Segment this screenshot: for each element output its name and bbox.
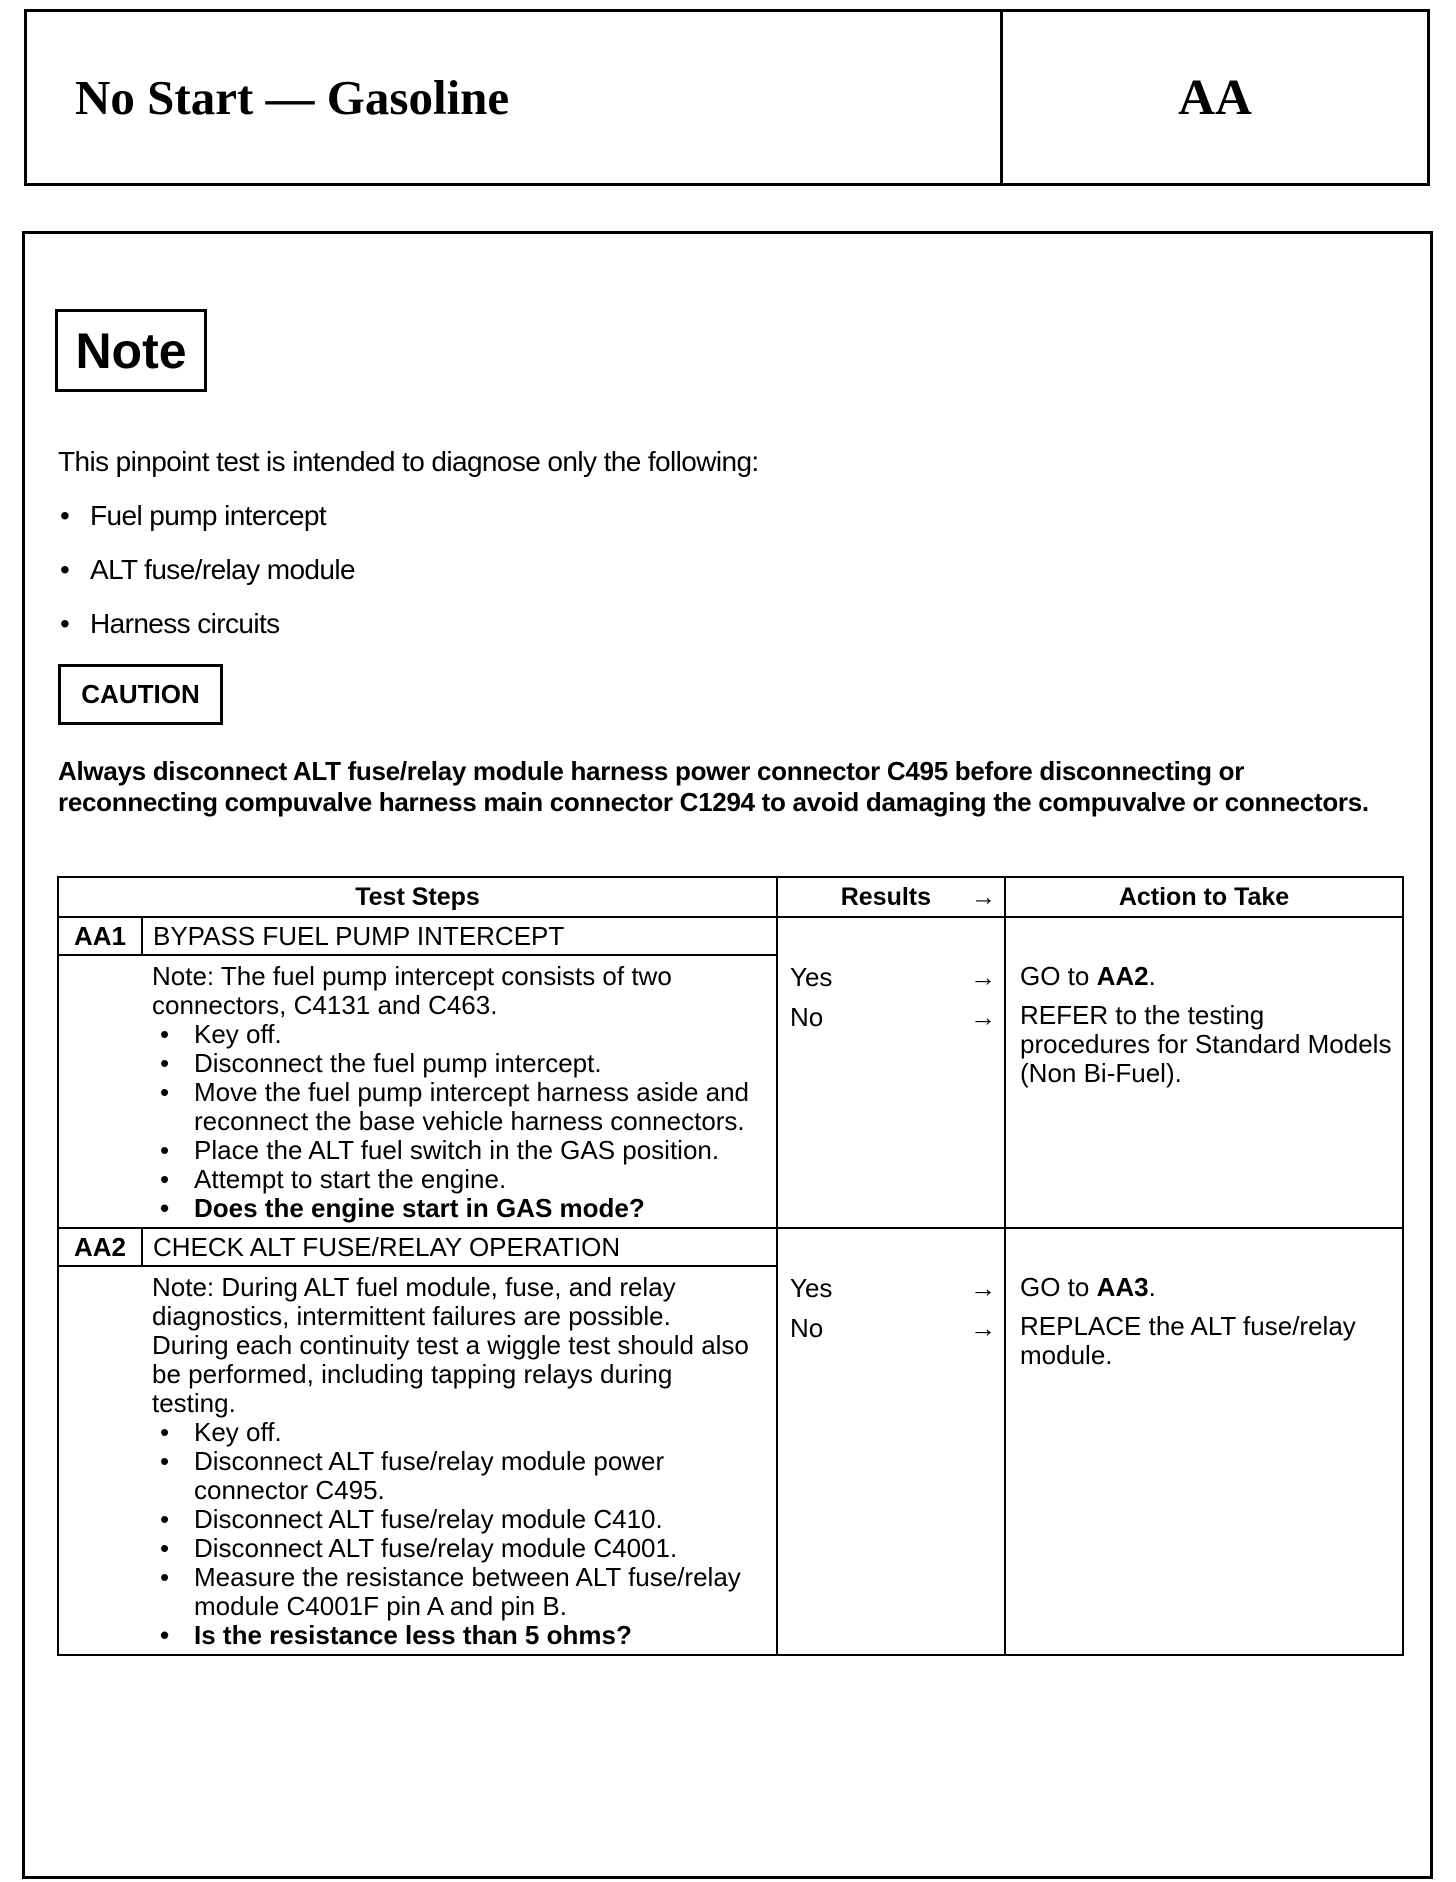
arrow-icon: → — [970, 1002, 997, 1032]
arrow-icon: → — [970, 962, 997, 992]
arrow-icon: → — [970, 1273, 997, 1303]
action-yes — [1020, 1273, 1392, 1302]
step-body — [142, 1266, 777, 1655]
arrow-icon: → — [970, 1313, 997, 1343]
list-item: • Disconnect ALT fuse/relay module power connector C495. — [152, 1447, 754, 1505]
action-no: REFER to the testing procedures for Standard Models (Non Bi-Fuel). — [1020, 1000, 1392, 1088]
header-code-cell — [1003, 12, 1427, 183]
result-label: Yes — [790, 1273, 833, 1303]
action-suffix: . — [1148, 961, 1156, 991]
step-note: Note: During ALT fuel module, fuse, and relay diagnostics, intermittent failures are possible. During each continuity test a wiggle test should also be performed, including tapping relays during testing. — [152, 1272, 749, 1418]
result-no — [790, 1313, 996, 1353]
step-note: Note: The fuel pump intercept consists of two connectors, C4131 and C463. — [152, 961, 672, 1020]
results-cell — [777, 917, 1005, 1228]
step-gutter — [58, 955, 142, 1228]
pinpoint-test-table — [57, 876, 1404, 1656]
action-suffix: . — [1148, 1272, 1156, 1302]
step-gutter — [58, 1266, 142, 1655]
action-yes — [1020, 962, 1392, 991]
result-label: Yes — [790, 962, 833, 992]
result-label: No — [790, 1002, 824, 1032]
diagnosis-item: • ALT fuse/relay module — [58, 555, 355, 609]
header — [24, 9, 1430, 186]
content-panel — [22, 231, 1433, 1879]
step-reference: AA3 — [1096, 1272, 1149, 1302]
step-question: • Does the engine start in GAS mode? — [152, 1194, 754, 1223]
step-actions-list — [152, 1020, 754, 1223]
results-label: Results — [840, 882, 932, 911]
col-header-test-steps: Test Steps — [58, 877, 777, 917]
list-item: • Key off. — [152, 1020, 754, 1049]
caution-label: CAUTION — [58, 664, 223, 725]
step-title: CHECK ALT FUSE/RELAY OPERATION — [142, 1228, 777, 1266]
result-label: No — [790, 1313, 824, 1343]
results-cell — [777, 1228, 1005, 1655]
step-body — [142, 955, 777, 1228]
page-title: No Start — Gasoline — [75, 70, 510, 125]
col-header-results — [777, 877, 1005, 917]
action-text: GO to — [1020, 961, 1097, 991]
list-item: • Disconnect the fuel pump intercept. — [152, 1049, 754, 1078]
caution-text: Always disconnect ALT fuse/relay module harness power connector C495 before disconnecting or reconnecting compuvalve harness main connector C1294 to avoid damaging the compuvalve or connectors. — [58, 756, 1369, 817]
table-row — [58, 1228, 1403, 1266]
table-row — [58, 917, 1403, 955]
intro-text: This pinpoint test is intended to diagnose only the following: — [58, 446, 759, 477]
step-reference: AA2 — [1096, 961, 1149, 991]
step-id: AA2 — [58, 1228, 142, 1266]
list-item: • Disconnect ALT fuse/relay module C4001. — [152, 1534, 754, 1563]
arrow-icon: → — [971, 882, 997, 911]
step-title: BYPASS FUEL PUMP INTERCEPT — [142, 917, 777, 955]
list-item: • Move the fuel pump intercept harness aside and reconnect the base vehicle harness connectors. — [152, 1078, 754, 1136]
result-yes — [790, 1273, 996, 1313]
note-label: Note — [55, 309, 207, 392]
list-item: • Key off. — [152, 1418, 754, 1447]
list-item: • Place the ALT fuel switch in the GAS position. — [152, 1136, 754, 1165]
diagnosis-item: • Fuel pump intercept — [58, 501, 355, 555]
diagnosis-list — [58, 501, 355, 663]
action-no: REPLACE the ALT fuse/relay module. — [1020, 1311, 1356, 1370]
test-code: AA — [1178, 69, 1252, 126]
step-id: AA1 — [58, 917, 142, 955]
list-item: • Measure the resistance between ALT fuse/relay module C4001F pin A and pin B. — [152, 1563, 754, 1621]
action-text: GO to — [1020, 1272, 1097, 1302]
step-actions-list — [152, 1418, 754, 1650]
diagnosis-item: • Harness circuits — [58, 609, 355, 663]
table-header-row — [58, 877, 1403, 917]
col-header-action: Action to Take — [1005, 877, 1403, 917]
result-no — [790, 1002, 996, 1042]
action-cell — [1005, 1228, 1403, 1655]
list-item: • Disconnect ALT fuse/relay module C410. — [152, 1505, 754, 1534]
step-question: • Is the resistance less than 5 ohms? — [152, 1621, 754, 1650]
action-cell — [1005, 917, 1403, 1228]
list-item: • Attempt to start the engine. — [152, 1165, 754, 1194]
header-title-cell — [27, 12, 1003, 183]
result-yes — [790, 962, 996, 1002]
